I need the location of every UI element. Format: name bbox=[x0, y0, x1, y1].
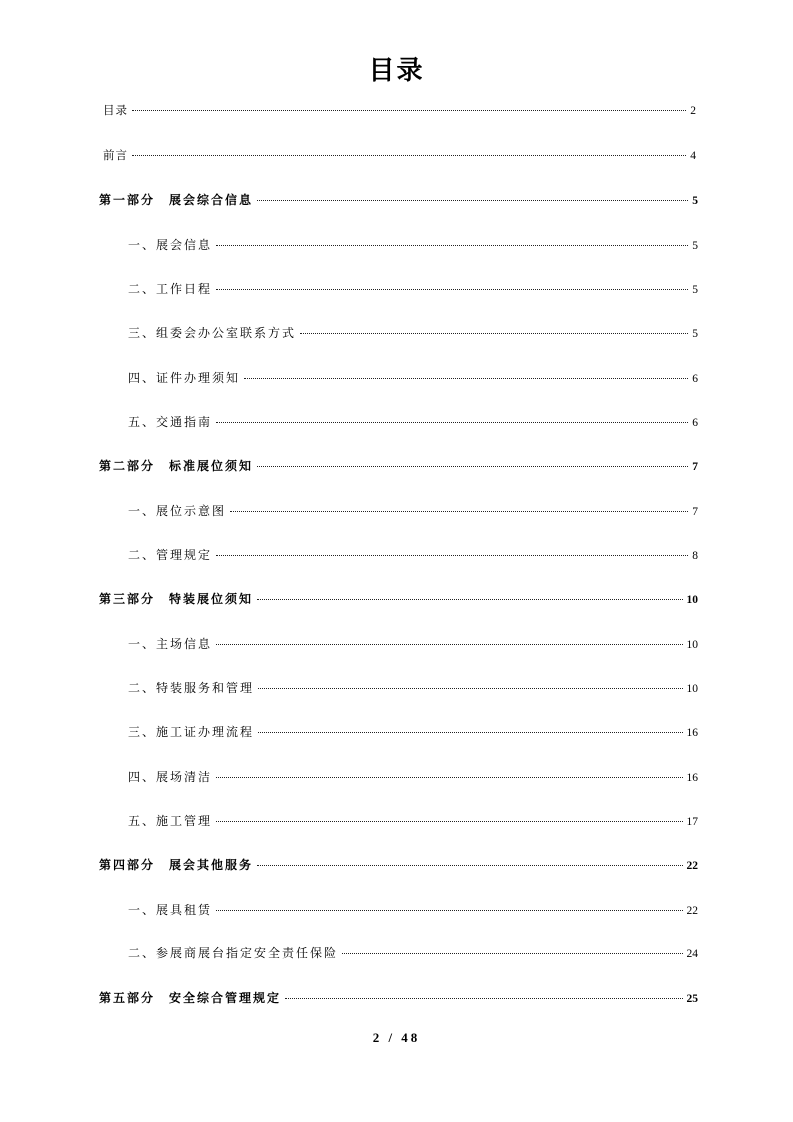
toc-leader-dots bbox=[216, 289, 688, 290]
toc-entry-page: 7 bbox=[692, 506, 698, 518]
toc-entry-label: 四、展场清洁 bbox=[128, 770, 213, 784]
toc-entry[interactable] bbox=[128, 768, 698, 786]
toc-leader-dots bbox=[216, 910, 682, 911]
page-title: 目录 bbox=[368, 56, 425, 86]
toc-leader-dots bbox=[216, 245, 688, 246]
toc-leader-dots bbox=[257, 200, 688, 201]
toc-entry-page: 22 bbox=[686, 905, 698, 917]
toc-entry[interactable] bbox=[128, 679, 698, 697]
toc-entry[interactable] bbox=[128, 635, 698, 653]
toc-entry-label: 一、展具租赁 bbox=[128, 903, 213, 917]
toc-entry-label: 目录 bbox=[103, 103, 128, 117]
toc-entry-label: 一、展会信息 bbox=[128, 238, 213, 252]
toc-entry-page: 10 bbox=[686, 683, 698, 695]
toc-entry[interactable] bbox=[128, 280, 698, 298]
toc-entry-label: 第五部分 安全综合管理规定 bbox=[99, 991, 282, 1005]
toc-leader-dots bbox=[132, 155, 686, 156]
toc-entry-label: 四、证件办理须知 bbox=[128, 371, 241, 385]
toc-leader-dots bbox=[216, 422, 688, 423]
toc-entry-page: 17 bbox=[686, 816, 698, 828]
toc-entry-page: 10 bbox=[686, 594, 698, 606]
toc-leader-dots bbox=[244, 378, 688, 379]
toc-entry[interactable] bbox=[128, 546, 698, 564]
toc-entry[interactable] bbox=[99, 856, 698, 874]
toc-entry-label: 第四部分 展会其他服务 bbox=[99, 858, 254, 872]
toc-leader-dots bbox=[285, 998, 682, 999]
toc-entry-page: 2 bbox=[690, 105, 696, 117]
toc-leader-dots bbox=[257, 599, 682, 600]
page-number-footer: 2 / 48 bbox=[372, 1030, 421, 1045]
toc-entry-page: 16 bbox=[686, 772, 698, 784]
toc-entry[interactable] bbox=[128, 812, 698, 830]
toc-entry[interactable] bbox=[128, 723, 698, 741]
toc-leader-dots bbox=[258, 732, 682, 733]
toc-entry-page: 6 bbox=[692, 373, 698, 385]
toc-leader-dots bbox=[258, 688, 682, 689]
toc-entry-label: 五、交通指南 bbox=[128, 415, 213, 429]
toc-entry-label: 第一部分 展会综合信息 bbox=[99, 193, 254, 207]
toc-entry-label: 二、工作日程 bbox=[128, 282, 213, 296]
toc-entry-page: 8 bbox=[692, 550, 698, 562]
toc-entry[interactable] bbox=[99, 191, 698, 209]
toc-entry-page: 5 bbox=[692, 328, 698, 340]
toc-entry-page: 10 bbox=[686, 639, 698, 651]
toc-entry-page: 5 bbox=[692, 240, 698, 252]
toc-entry-page: 6 bbox=[692, 417, 698, 429]
toc-entry-label: 二、管理规定 bbox=[128, 548, 213, 562]
toc-entry[interactable] bbox=[128, 413, 698, 431]
toc-entry-label: 三、施工证办理流程 bbox=[128, 725, 255, 739]
toc-entry[interactable] bbox=[128, 369, 698, 387]
toc-entry[interactable] bbox=[128, 236, 698, 254]
toc-leader-dots bbox=[216, 555, 688, 556]
toc-entry-page: 22 bbox=[686, 860, 698, 872]
toc-entry-page: 7 bbox=[692, 461, 698, 473]
toc-entry[interactable] bbox=[128, 502, 698, 520]
toc-entry-label: 第三部分 特装展位须知 bbox=[99, 592, 254, 606]
toc-entry-label: 五、施工管理 bbox=[128, 814, 213, 828]
toc-leader-dots bbox=[300, 333, 688, 334]
toc-entry[interactable] bbox=[128, 901, 698, 919]
toc-entry-page: 25 bbox=[686, 993, 698, 1005]
toc-entry[interactable] bbox=[99, 989, 698, 1007]
toc-entry[interactable] bbox=[99, 457, 698, 475]
toc-entry[interactable] bbox=[99, 590, 698, 608]
toc-entry-label: 前言 bbox=[103, 148, 128, 162]
toc-entry[interactable] bbox=[103, 147, 696, 165]
toc-entry-page: 16 bbox=[686, 727, 698, 739]
toc-leader-dots bbox=[216, 777, 682, 778]
toc-entry-page: 24 bbox=[686, 948, 698, 960]
toc-entry[interactable] bbox=[128, 944, 698, 962]
toc-entry[interactable] bbox=[128, 324, 698, 342]
toc-leader-dots bbox=[257, 865, 682, 866]
toc-entry-label: 一、主场信息 bbox=[128, 637, 213, 651]
toc-entry-label: 第二部分 标准展位须知 bbox=[99, 459, 254, 473]
toc-entry-label: 二、特装服务和管理 bbox=[128, 681, 255, 695]
toc-leader-dots bbox=[216, 821, 682, 822]
toc-entry-label: 一、展位示意图 bbox=[128, 504, 227, 518]
toc-leader-dots bbox=[132, 110, 686, 111]
toc-entry-label: 三、组委会办公室联系方式 bbox=[128, 326, 297, 340]
toc-leader-dots bbox=[257, 466, 688, 467]
toc-entry[interactable] bbox=[103, 102, 696, 120]
toc-leader-dots bbox=[230, 511, 688, 512]
toc-leader-dots bbox=[216, 644, 682, 645]
toc-entry-page: 4 bbox=[690, 150, 696, 162]
toc-entry-page: 5 bbox=[692, 284, 698, 296]
toc-entry-page: 5 bbox=[692, 195, 698, 207]
toc-leader-dots bbox=[342, 953, 682, 954]
toc-entry-label: 二、参展商展台指定安全责任保险 bbox=[128, 946, 339, 960]
